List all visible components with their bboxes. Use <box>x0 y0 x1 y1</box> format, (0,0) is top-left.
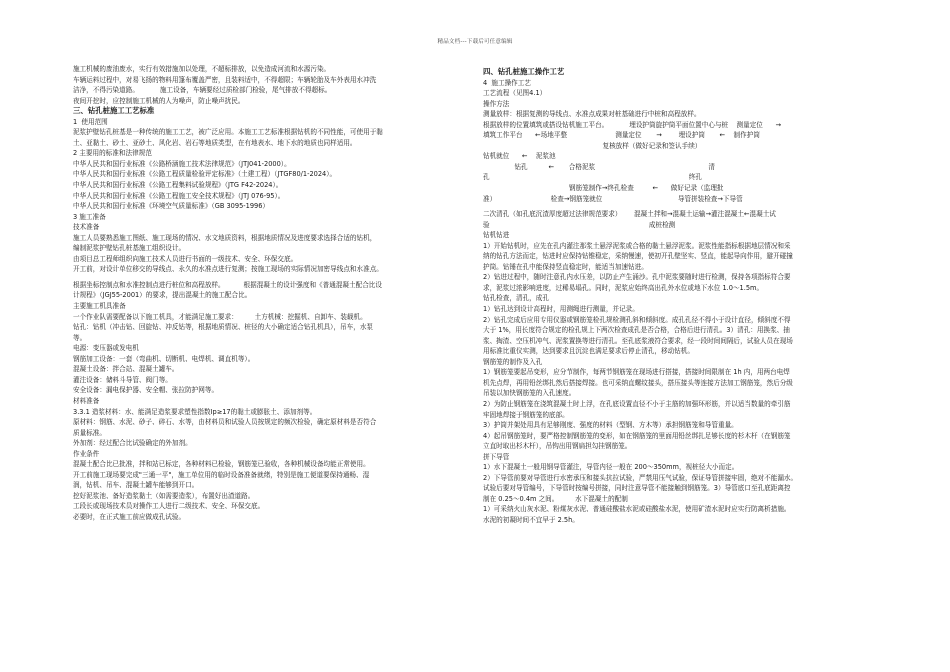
text-line: 中华人民共和国行业标准《公路工程施工安全技术规程》（JTJ 076-95）。 <box>73 191 285 200</box>
text-line: 填筑工作平台 ←场地平整 测量定位 → 埋设护筒 ← 制作护筒 <box>483 131 760 140</box>
text-line: 材料准备 <box>73 396 100 405</box>
text-line: 施工人员要熟悉施工图纸、施工现场的情况、水文地质资料，根据地质情况及进度要求选择合适的钻机， <box>73 233 377 242</box>
text-line: 原材料：钢筋、水泥、砂子、碎石、水等，由材料员和试验人员按规定的频次检验，确定原材料是否符合 <box>73 418 377 427</box>
text-line: 纳的钻孔方法而定，钻进时应保持钻锥稳定，采纳慢速，使初开孔壁坚实、竖直，能起导向作用，避开碰撞 <box>483 252 793 261</box>
text-line: 钢筋加工设备：一套（弯曲机、切断机、电焊机、调直机等）。 <box>73 354 255 363</box>
text-line: 根据放样的位置填筑或搭设钻机施工平台。 埋设护筒旋护筒平面位置中心与桩 测量定位 → <box>483 120 782 129</box>
text-line: 3 施工准备 <box>73 212 106 221</box>
text-line: 中华人民共和国行业标准《环境空气质量标准》（GB 3095-1996） <box>73 202 270 211</box>
text-line: 工艺流程（见图4.1） <box>483 89 547 98</box>
page-header: 精品文档---下载后可任意编辑 <box>437 39 513 45</box>
text-line: 中华人民共和国行业标准《公路工程质量检验评定标准》（土建工程）（JTGF80/1-2024）。 <box>73 170 337 179</box>
text-line: 根据坐标控制点和水准控制点进行桩位和高程放样。 根据混凝土的设计强度和《普通混凝土配合比设 <box>73 280 382 289</box>
text-line: 技术准备 <box>73 223 100 232</box>
text-line: 灌注设备：储料斗导管、阀门等。 <box>73 375 172 384</box>
text-line: 主要施工机具准备 <box>73 302 126 311</box>
right-column <box>483 67 873 526</box>
text-line: 孔 终孔 <box>483 173 702 182</box>
text-line: 水泥的初凝时间不宜早于 2.5h。 <box>483 515 579 524</box>
text-line: 钻孔检查，清孔，成孔 <box>483 294 549 303</box>
text-line: 安全设备：漏电保护器、安全帽、张拉防护网等。 <box>73 386 219 395</box>
text-line: 护筒。钻锤在孔中能保持竖直稳定时，能适当加速钻进。 <box>483 262 648 271</box>
text-line: 施工机械的废油废水，实行有效措施加以处理，不超标排放，以免造成河流和水源污染。 <box>73 65 331 73</box>
text-line: 作业条件 <box>73 449 100 458</box>
text-line: 一个作业队需要配备以下施工机具，才能满足施工要求： 土方机械：挖掘机、自卸车、装载机。 <box>73 312 367 321</box>
text-line: 必要时，在正式施工前应做成孔试验。 <box>73 512 186 521</box>
text-line: 开工前施工现场要完成"三通一平"，施工单位用的临时设备准备就绪，特别是施工便道要保持通畅、湿 <box>73 470 370 479</box>
text-line: 开工前，对设计单位移交的导线点、永久的水准点进行复测；按施工现场的实际情况加密导线点和水准点。 <box>73 265 383 274</box>
text-line: 钢筋笼的制作及入孔 <box>483 357 543 366</box>
text-line: 2）为防止钢筋笼在浇筑混凝土时上浮，在孔底设置直径不小于主筋的加强环形筋，并以适当数量的牵引筋 <box>483 399 791 408</box>
text-line: 1）开始钻机时，应先在孔内灌注那浆土悬浮泥浆或合格的黏土悬浮泥浆。泥浆性能指标根据地层情况和采 <box>483 241 791 250</box>
text-line: 电源：变压器或发电机 <box>73 344 139 353</box>
text-line: 钻机就位 ← 泥浆池 <box>483 152 556 161</box>
text-line: 二次清孔（如孔底沉渣厚度超过法律规范要求） 混凝土拌和→混凝土运输→灌注混凝土←混凝土试 <box>483 210 776 219</box>
text-line: 1）水下混凝土一般用钢导管灌注，导管内径一般在 200～350mm，视桩径大小而定。 <box>483 463 739 472</box>
text-line: 1）钻孔达到设计高程时，用测绳进行测量，并记录。 <box>483 305 639 314</box>
text-line: 钻机钻进 <box>483 231 510 240</box>
text-line: 拼下导管 <box>483 452 510 461</box>
text-line: 4 施工操作工艺 <box>483 78 531 87</box>
text-line: 3.3.1 造浆材料：水、能满足造浆要求塑性指数Ip≥17的黏土或膨胀土、添加剂等。 <box>73 407 317 416</box>
text-line: 钻孔：钻机（冲击钻、回旋钻、冲反钻等，根据地质情况、桩径的大小确定适合钻孔机具），吊车，水泵 <box>73 323 374 332</box>
text-line: 计规程》（JGJ55-2001）的要求，提出混凝土的施工配合比。 <box>73 291 252 300</box>
text-line: 车辆运料过程中，对易飞扬的物料用篷布覆盖严密，且装料适中，不得超限；车辆轮胎及车外表用水冲洗 <box>73 75 377 84</box>
text-line: 大于 1%，用长度符合规定的检孔规上下两次检查成孔是否合格，合格后进行清孔。3）清孔：用换浆、抽 <box>483 326 790 335</box>
text-line: 立直时取出杉木杆），吊钩出用钢扁担勾挂钢筋笼。 <box>483 442 632 451</box>
text-line: 洁净，不得污染道路。 施工设备，车辆要经过质检部门检验，尾气排放不得超标。 <box>73 86 332 95</box>
text-line: 钻孔 ← 合格泥浆 清 <box>483 162 715 171</box>
text-line: 牢固地焊接于钢筋笼的底部。 <box>483 410 569 419</box>
text-line: 钢筋笼制作→终孔检查 ← 做好记录（监理批 <box>483 184 724 193</box>
left-column <box>73 64 458 523</box>
text-line: 混凝土配合比已批准，拌和站已标定，各种材料已检验，钢筋笼已验收，各种机械设备均能正常使用。 <box>73 460 370 469</box>
text-line: 土、亚黏土、砂土、亚砂土、风化岩、岩石等地质类型，在有地表水、地下水的地质也同样适用。 <box>73 138 357 147</box>
text-line: 挖好泥浆池、备好造浆黏土（如需要造浆），布置好出渣道路。 <box>73 491 255 500</box>
text-line: 质量标准。 <box>73 428 106 437</box>
text-line: 2）下导管前要对导管进行水密承压和接头抗拉试验，严禁用压气试验，保证导管拼接牢固，绝对不能漏水。 <box>483 473 798 482</box>
text-line: 2）钻进过程中，随时注意孔内水压差，以防止产生涌沙。孔中泥浆要随时进行检测，保持各项指标符合要 <box>483 273 791 282</box>
text-line: 1）可采纳火山灰水泥、粉煤灰水泥、普通硅酸盐水泥或硅酸盐水泥，使用矿渣水泥时应实行防离析措施。 <box>483 505 791 514</box>
text-line: 2）钻孔完成后应用专用仪器或钢筋笼检孔规检测孔斜和倾斜度。成孔孔径不得小于设计直径，倾斜度不得 <box>483 315 791 324</box>
text-line: 试验后要对导管编号，下导管时按编号拼接，同时注意导管不能接触到钢筋笼。3）导管底口至孔底距离控 <box>483 484 791 493</box>
text-line: 中华人民共和国行业标准《公路工程集料试验规程》（JTG F42-2024）。 <box>73 181 283 190</box>
text-line: 测量放样：根据复测的导线点、水准点成果对桩基础进行中桩和高程放样。 <box>483 110 701 119</box>
text-line: 2 主要用的标准和法律规范 <box>73 149 152 158</box>
text-line: 用标准比重仪实测，达到要求且沉淀也满足要求后停止清孔，移动钻机。 <box>483 347 694 356</box>
text-line: 等。 <box>73 333 87 342</box>
text-line: 1）钢筋笼要起吊变形，应分节制作，每两节钢筋笼在现场进行搭接，搭接时间限制在 1h 内，用两台电焊 <box>483 368 790 377</box>
text-line: 吊装以加快钢筋笼的入孔速度。 <box>483 389 576 398</box>
text-line: 制在 0.25～0.4m 之间。 水下混凝土的配制 <box>483 494 628 503</box>
text-line: 工段长或现场技术员对操作工人进行二级技术、安全、环保交底。 <box>73 502 265 511</box>
text-line: 准） 检查→钢筋笼就位 导管拼装检查→下导管 <box>483 194 743 203</box>
text-line: 4）起吊钢筋笼时，要严格控制钢筋笼的变形，如在钢筋笼的里面用铅丝绑扎足够长度的杉木杆（在钢筋笼 <box>483 431 791 440</box>
text-line: 混凝土设备：拌合站、混凝土罐车。 <box>73 365 179 374</box>
text-line: 验 成桩检测 <box>483 220 676 229</box>
text-line: 由项目总工程师组织向施工技术人员进行书面的一级技术、安全、环保交底。 <box>73 254 298 263</box>
section-heading: 三、钻孔桩施工工艺标准 <box>73 106 155 116</box>
text-line: 编制泥浆护壁钻孔桩基施工组织设计。 <box>73 244 186 253</box>
text-line: 求，泥浆过浓影响进度，过稀易塌孔。同时，泥浆应始终高出孔外水位或地下水位 1.0～1.5m。 <box>483 283 764 292</box>
text-line: 泥浆护壁钻孔桩基是一种传统的施工工艺，被广泛应用。本施工工艺标准根据钻机的不同性能，可使用于黏 <box>73 128 383 137</box>
text-line: 夜间开挖时，应控制施工机械的人为噪声，防止噪声扰民。 <box>73 96 245 105</box>
text-line: 1 使用范围 <box>73 117 108 126</box>
text-line: 操作方法 <box>483 99 510 108</box>
text-line: 3）护筒并架处用具有足够刚度、强度的材料（型钢、方木等）承担钢筋笼和导管重量。 <box>483 421 738 430</box>
text-line: 机先点焊，再用铅丝绑扎然后搭接焊接。也可采纳直螺纹接头，搭压接头等连接方法加工钢筋笼，然后分级 <box>483 378 793 387</box>
text-line: 中华人民共和国行业标准《公路桥涵施工技术法律规范》（JTJ041-2000）。 <box>73 159 291 168</box>
text-line: 浆、掏渣、空压机冲气、泥浆置换等进行清孔。至孔底浆液符合要求，经一段时间间隔后，试验人员在现场 <box>483 336 793 345</box>
section-heading: 四、钻孔桩施工操作工艺 <box>483 67 565 76</box>
text-line: 外加剂：经过配合比试验确定的外加剂。 <box>73 439 192 448</box>
text-line: 复核放样（做好记录和签认手续） <box>483 141 702 150</box>
text-line: 润，钻机、吊车、混凝土罐车能够到开口。 <box>73 481 199 490</box>
